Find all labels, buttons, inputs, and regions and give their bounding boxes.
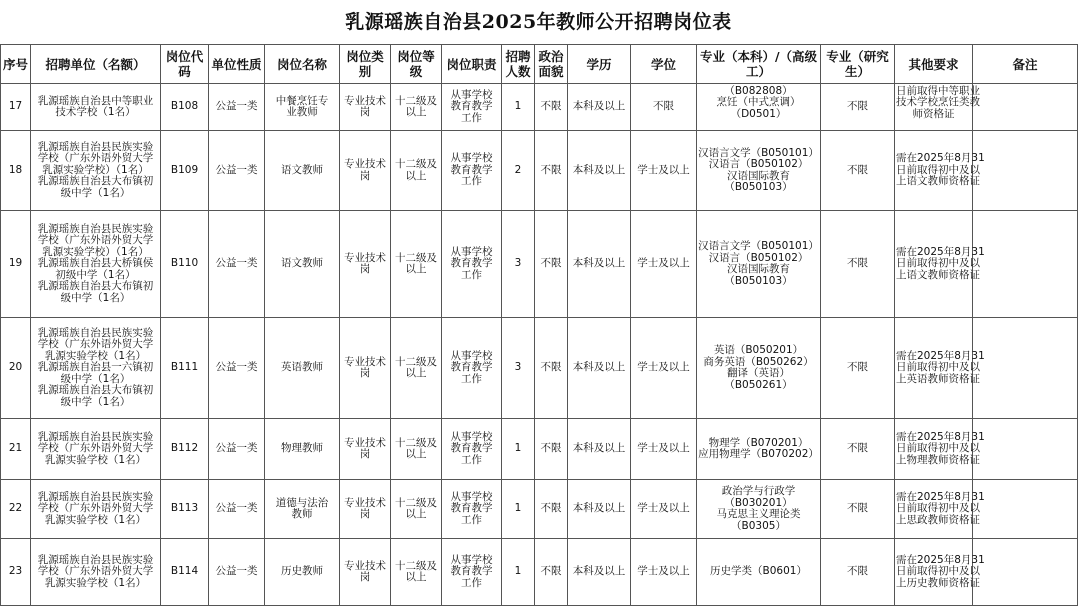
cell-name: 历史教师 [265,539,340,606]
cell-other: 需在2025年8月31 日前取得初中及以 上语文教师资格证 [895,211,973,318]
cell-code: B114 [161,539,209,606]
cell-unit: 乳源瑶族自治县中等职业 技术学校（1名） [31,84,161,131]
cell-degree: 学士及以上 [631,318,697,419]
cell-name: 语文教师 [265,211,340,318]
cell-education: 本科及以上 [568,84,631,131]
cell-major-pg: 不限 [821,318,895,419]
header-seq: 序号 [1,45,31,84]
cell-code: B111 [161,318,209,419]
cell-other: 需在2025年8月31 日前取得初中及以 上英语教师资格证 [895,318,973,419]
cell-duty: 从事学校 教育教学 工作 [442,131,502,211]
cell-political: 不限 [535,539,568,606]
cell-duty: 从事学校 教育教学 工作 [442,211,502,318]
cell-other: 日前取得中等职业 技术学校烹饪类教 师资格证 [895,84,973,131]
cell-degree: 不限 [631,84,697,131]
cell-seq: 18 [1,131,31,211]
cell-major-ug: 汉语言文学（B050101） 汉语言（B050102） 汉语国际教育 （B050103） [697,211,821,318]
cell-code: B113 [161,480,209,539]
cell-major-pg: 不限 [821,131,895,211]
cell-unit: 乳源瑶族自治县民族实验 学校（广东外语外贸大学 乳源实验学校（1名） [31,539,161,606]
cell-category: 专业技术 岗 [340,480,391,539]
cell-seq: 19 [1,211,31,318]
cell-unit: 乳源瑶族自治县民族实验 学校（广东外语外贸大学 乳源实验学校（1名） 乳源瑶族自治县一六镇初 级中学（1名） 乳源瑶族自治县大布镇初 级中学（1名） [31,318,161,419]
cell-other: 需在2025年8月31 日前取得初中及以 上语文教师资格证 [895,131,973,211]
cell-duty: 从事学校 教育教学 工作 [442,419,502,480]
cell-count: 1 [502,419,535,480]
cell-duty: 从事学校 教育教学 工作 [442,539,502,606]
cell-count: 3 [502,318,535,419]
cell-count: 3 [502,211,535,318]
cell-level: 十二级及 以上 [391,539,442,606]
cell-unit: 乳源瑶族自治县民族实验 学校（广东外语外贸大学 乳源实验学校）（1名） 乳源瑶族自治县大布镇初 级中学（1名） [31,131,161,211]
table-body [1,84,1078,606]
cell-seq: 17 [1,84,31,131]
cell-major-pg: 不限 [821,539,895,606]
cell-remark [973,480,1078,539]
cell-count: 2 [502,131,535,211]
cell-other: 需在2025年8月31 日前取得初中及以 上物理教师资格证 [895,419,973,480]
header-duty: 岗位职责 [442,45,502,84]
cell-remark [973,84,1078,131]
header-count: 招聘人数 [502,45,535,84]
cell-unit: 乳源瑶族自治县民族实验 学校（广东外语外贸大学 乳源实验学校（1名） [31,419,161,480]
cell-remark [973,131,1078,211]
cell-category: 专业技术 岗 [340,539,391,606]
cell-major-pg: 不限 [821,84,895,131]
cell-major-pg: 不限 [821,419,895,480]
cell-level: 十二级及 以上 [391,419,442,480]
cell-major-ug: 物理学（B070201） 应用物理学（B070202） [697,419,821,480]
cell-degree: 学士及以上 [631,211,697,318]
cell-nature: 公益一类 [209,131,265,211]
cell-level: 十二级及 以上 [391,84,442,131]
cell-duty: 从事学校 教育教学 工作 [442,84,502,131]
cell-degree: 学士及以上 [631,131,697,211]
table-row [1,84,1078,131]
cell-name: 道德与法治 教师 [265,480,340,539]
page-title: 乳源瑶族自治县2025年教师公开招聘岗位表 [345,11,732,33]
cell-name: 英语教师 [265,318,340,419]
header-code: 岗位代码 [161,45,209,84]
table-row [1,131,1078,211]
cell-duty: 从事学校 教育教学 工作 [442,318,502,419]
header-degree: 学位 [631,45,697,84]
cell-code: B112 [161,419,209,480]
cell-education: 本科及以上 [568,539,631,606]
cell-other: 需在2025年8月31 日前取得初中及以 上历史教师资格证 [895,539,973,606]
header-other: 其他要求 [895,45,973,84]
recruitment-table [0,44,1078,606]
cell-political: 不限 [535,419,568,480]
header-education: 学历 [568,45,631,84]
cell-remark [973,318,1078,419]
cell-other: 需在2025年8月31 日前取得初中及以 上思政教师资格证 [895,480,973,539]
cell-education: 本科及以上 [568,211,631,318]
cell-category: 专业技术 岗 [340,211,391,318]
header-major-ug: 专业（本科）/（高级工） [697,45,821,84]
table-row [1,419,1078,480]
cell-unit: 乳源瑶族自治县民族实验 学校（广东外语外贸大学 乳源实验学校）（1名） 乳源瑶族自治县大桥镇侯 初级中学（1名） 乳源瑶族自治县大布镇初 级中学（1名） [31,211,161,318]
cell-major-ug: （B082808） 烹饪（中式烹调） （D0501） [697,84,821,131]
cell-major-ug: 政治学与行政学 （B030201） 马克思主义理论类 （B0305） [697,480,821,539]
cell-level: 十二级及 以上 [391,211,442,318]
cell-seq: 22 [1,480,31,539]
cell-nature: 公益一类 [209,318,265,419]
cell-duty: 从事学校 教育教学 工作 [442,480,502,539]
cell-political: 不限 [535,131,568,211]
cell-unit: 乳源瑶族自治县民族实验 学校（广东外语外贸大学 乳源实验学校（1名） [31,480,161,539]
header-unit: 招聘单位（名额） [31,45,161,84]
cell-nature: 公益一类 [209,211,265,318]
table-row [1,480,1078,539]
cell-category: 专业技术 岗 [340,131,391,211]
header-level: 岗位等级 [391,45,442,84]
cell-level: 十二级及 以上 [391,480,442,539]
cell-name: 物理教师 [265,419,340,480]
cell-degree: 学士及以上 [631,539,697,606]
cell-name: 中餐烹饪专 业教师 [265,84,340,131]
cell-political: 不限 [535,211,568,318]
cell-count: 1 [502,539,535,606]
cell-nature: 公益一类 [209,539,265,606]
cell-education: 本科及以上 [568,318,631,419]
cell-count: 1 [502,480,535,539]
cell-major-ug: 汉语言文学（B050101） 汉语言（B050102） 汉语国际教育 （B050103） [697,131,821,211]
cell-nature: 公益一类 [209,84,265,131]
table-row [1,318,1078,419]
cell-seq: 21 [1,419,31,480]
header-political: 政治面貌 [535,45,568,84]
cell-political: 不限 [535,480,568,539]
cell-name: 语文教师 [265,131,340,211]
cell-code: B109 [161,131,209,211]
cell-remark [973,419,1078,480]
cell-seq: 20 [1,318,31,419]
cell-seq: 23 [1,539,31,606]
header-nature: 单位性质 [209,45,265,84]
cell-remark [973,211,1078,318]
header-major-pg: 专业（研究生） [821,45,895,84]
cell-level: 十二级及 以上 [391,131,442,211]
cell-major-ug: 英语（B050201） 商务英语（B050262） 翻译（英语） （B050261） [697,318,821,419]
header-category: 岗位类别 [340,45,391,84]
cell-major-pg: 不限 [821,480,895,539]
cell-degree: 学士及以上 [631,419,697,480]
cell-major-ug: 历史学类（B0601） [697,539,821,606]
header-name: 岗位名称 [265,45,340,84]
cell-education: 本科及以上 [568,480,631,539]
cell-count: 1 [502,84,535,131]
cell-nature: 公益一类 [209,480,265,539]
cell-code: B108 [161,84,209,131]
cell-education: 本科及以上 [568,419,631,480]
cell-nature: 公益一类 [209,419,265,480]
table-row [1,539,1078,606]
cell-political: 不限 [535,318,568,419]
cell-level: 十二级及 以上 [391,318,442,419]
header-remark: 备注 [973,45,1078,84]
cell-category: 专业技术 岗 [340,84,391,131]
cell-major-pg: 不限 [821,211,895,318]
cell-remark [973,539,1078,606]
cell-political: 不限 [535,84,568,131]
cell-category: 专业技术 岗 [340,318,391,419]
table-row [1,211,1078,318]
cell-code: B110 [161,211,209,318]
cell-category: 专业技术 岗 [340,419,391,480]
cell-degree: 学士及以上 [631,480,697,539]
cell-education: 本科及以上 [568,131,631,211]
header-row [1,45,1078,84]
